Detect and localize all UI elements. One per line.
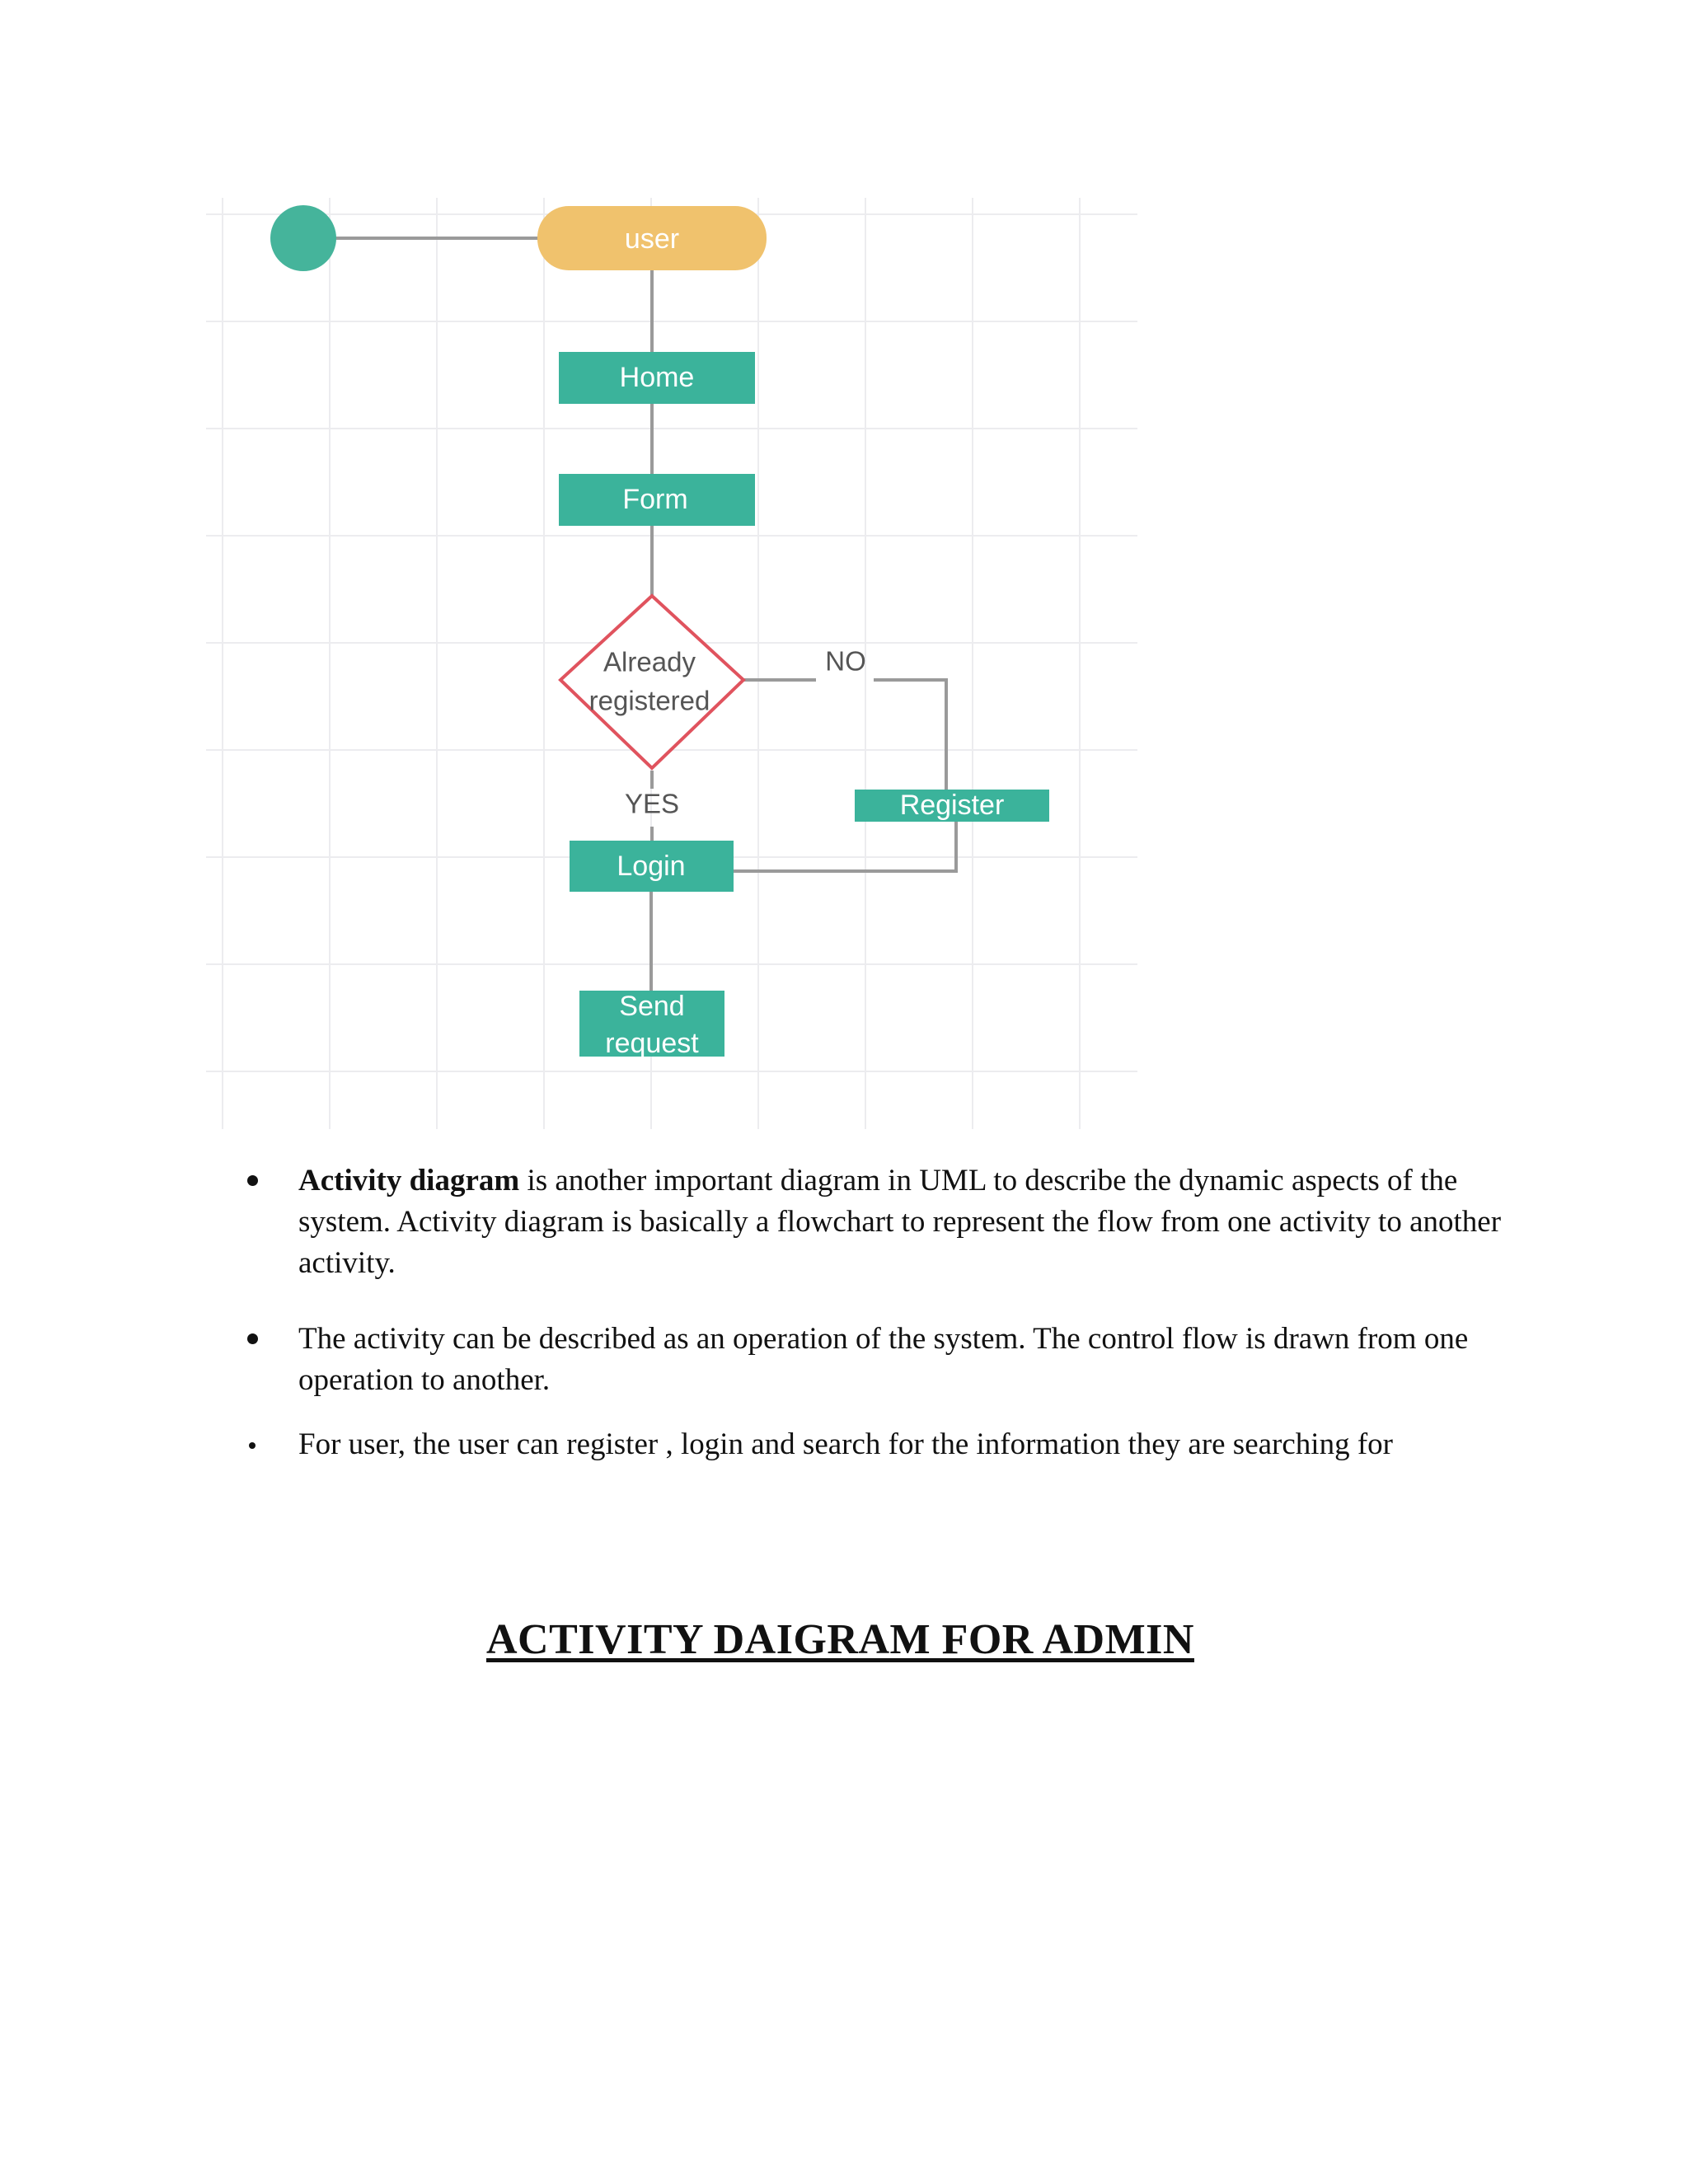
start-node bbox=[270, 205, 336, 271]
bullet-icon bbox=[247, 1333, 258, 1344]
description-text: is another important diagram in UML to describe the dynamic aspects of the system. Activity diagram is basically a flowchart to represent the flow from one activity to another activity. bbox=[298, 1164, 1502, 1280]
branch-label-yes: YES bbox=[624, 788, 680, 819]
section-heading: ACTIVITY DAIGRAM FOR ADMIN bbox=[486, 1616, 1194, 1663]
login-activity-label: Login bbox=[617, 850, 686, 882]
home-activity-label: Home bbox=[619, 361, 695, 393]
description-text: The activity can be described as an operation of the system. The control flow is drawn from one operation to another. bbox=[298, 1322, 1469, 1397]
description-term: Activity diagram bbox=[298, 1164, 520, 1197]
activity-diagram-canvas bbox=[206, 198, 1137, 1129]
decision-label-line1: Already bbox=[603, 646, 696, 677]
bullet-icon bbox=[249, 1442, 256, 1449]
send-request-label-line1: Send bbox=[619, 990, 685, 1022]
form-activity-label: Form bbox=[622, 483, 688, 515]
description-item bbox=[239, 1319, 1525, 1401]
decision-label-line2: registered bbox=[588, 685, 710, 716]
register-activity-label: Register bbox=[899, 789, 1005, 821]
send-request-label-line2: request bbox=[605, 1027, 699, 1059]
description-list bbox=[239, 1160, 1525, 1465]
bullet-icon bbox=[247, 1175, 258, 1186]
description-item bbox=[239, 1424, 1525, 1465]
decision-diamond bbox=[560, 596, 743, 768]
branch-label-no: NO bbox=[825, 645, 866, 677]
description-text: For user, the user can register , login and search for the information they are searching for bbox=[298, 1427, 1393, 1461]
activity-diagram bbox=[206, 198, 1137, 1129]
user-node-label: user bbox=[624, 223, 680, 255]
connector-no-branch bbox=[874, 680, 946, 790]
connector-register-login bbox=[734, 822, 956, 871]
description-item bbox=[239, 1160, 1525, 1284]
